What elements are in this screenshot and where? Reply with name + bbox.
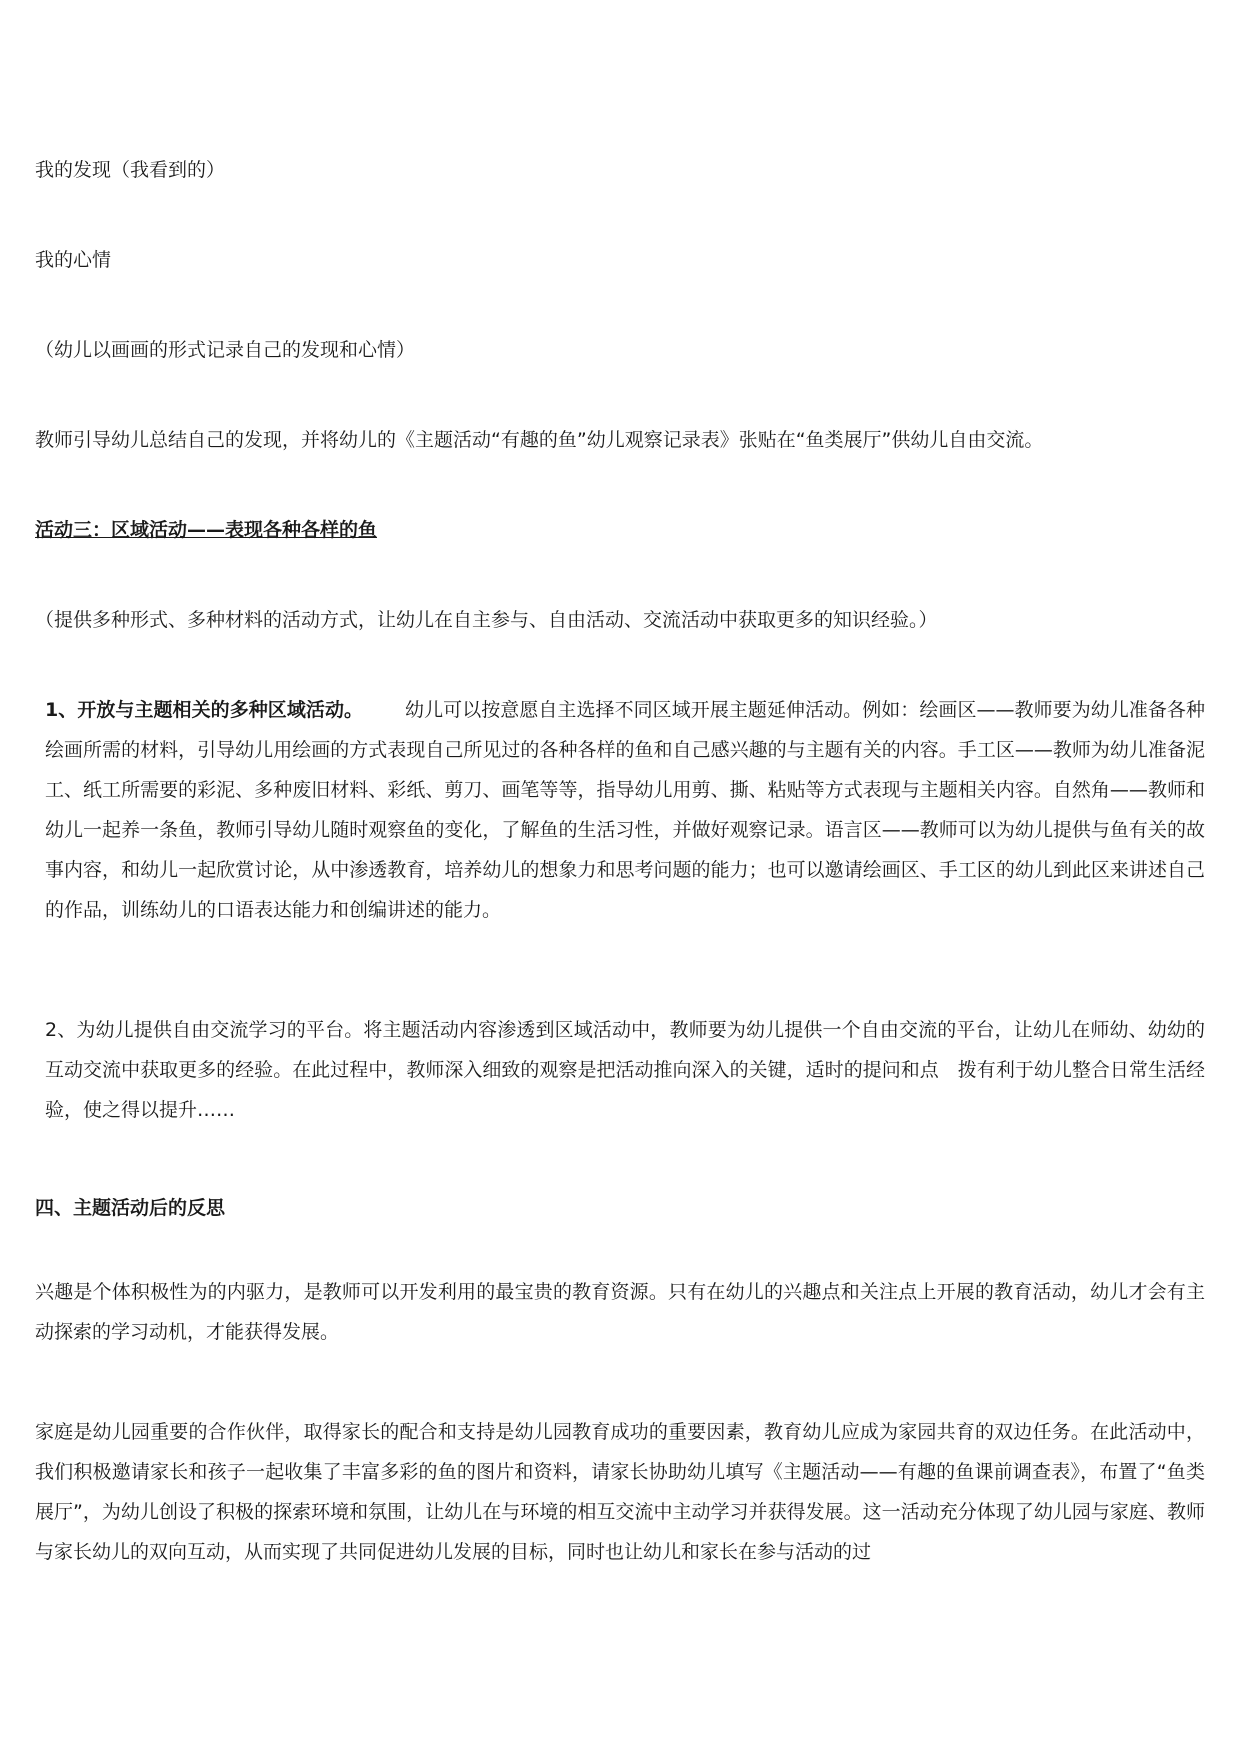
reflection-paragraph-2: 家庭是幼儿园重要的合作伙伴，取得家长的配合和支持是幼儿园教育成功的重要因素，教育幼儿应成为家园共育的双边任务。在此活动中，我们积极邀请家长和孩子一起收集了丰富多彩的鱼的图片和资料，请家长协助幼儿填写《主题活动——有趣的鱼课前调查表》，布置了“鱼类展厅”，为幼儿创设了积极的探索环境和氛围，让幼儿在与环境的相互交流中主动学习并获得发展。这一活动充分体现了幼儿园与家庭、教师与家长幼儿的双向互动，从而实现了共同促进幼儿发展的目标，同时也让幼儿和家长在参与活动的过: [35, 1421, 1205, 1563]
section-four-heading: 四、主题活动后的反思: [35, 1197, 226, 1219]
line-my-discovery: 我的发现（我看到的）: [35, 159, 226, 181]
activity-three-intro: （提供多种形式、多种材料的活动方式，让幼儿在自主参与、自由活动、交流活动中获取更多的知识经验。）: [35, 609, 938, 631]
reflection-paragraph-1: 兴趣是个体积极性为的内驱力，是教师可以开发利用的最宝贵的教育资源。只有在幼儿的兴趣点和关注点上开展的教育活动，幼儿才会有主动探索的学习动机，才能获得发展。: [35, 1281, 1205, 1343]
line-teacher-guidance: 教师引导幼儿总结自己的发现，并将幼儿的《主题活动“有趣的鱼”幼儿观察记录表》张贴在“鱼类展厅”供幼儿自由交流。: [35, 429, 1044, 451]
line-drawing-note: （幼儿以画画的形式记录自己的发现和心情）: [35, 339, 416, 361]
item-one-paragraph: [35, 690, 1205, 930]
document-page: [35, 0, 1205, 1754]
line-my-mood: 我的心情: [35, 249, 112, 271]
item-two-paragraph: 2、为幼儿提供自由交流学习的平台。将主题活动内容渗透到区域活动中，教师要为幼儿提供一个自由交流的平台，让幼儿在师幼、幼幼的互动交流中获取更多的经验。在此过程中，教师深入细致的观察是把活动推向深入的关键，适时的提问和点 拨有利于幼儿整合日常生活经验，使之得以提升……: [45, 1019, 1205, 1121]
activity-three-heading: 活动三：区域活动——表现各种各样的鱼: [35, 519, 378, 541]
item-one-body: 幼儿可以按意愿自主选择不同区域开展主题延伸活动。例如：绘画区——教师要为幼儿准备各种绘画所需的材料，引导幼儿用绘画的方式表现自己所见过的各种各样的鱼和自己感兴趣的与主题有关的内容。手工区——教师为幼儿准备泥工、纸工所需要的彩泥、多种废旧材料、彩纸、剪刀、画笔等等，指导幼儿用剪、撕、粘贴等方式表现与主题相关内容。自然角——教师和幼儿一起养一条鱼，教师引导幼儿随时观察鱼的变化，了解鱼的生活习性，并做好观察记录。语言区——教师可以为幼儿提供与鱼有关的故事内容，和幼儿一起欣赏讨论，从中渗透教育，培养幼儿的想象力和思考问题的能力；也可以邀请绘画区、手工区的幼儿到此区来讲述自己的作品，训练幼儿的口语表达能力和创编讲述的能力。: [45, 699, 1205, 921]
item-one-lead: 1、开放与主题相关的多种区域活动。: [45, 699, 364, 721]
